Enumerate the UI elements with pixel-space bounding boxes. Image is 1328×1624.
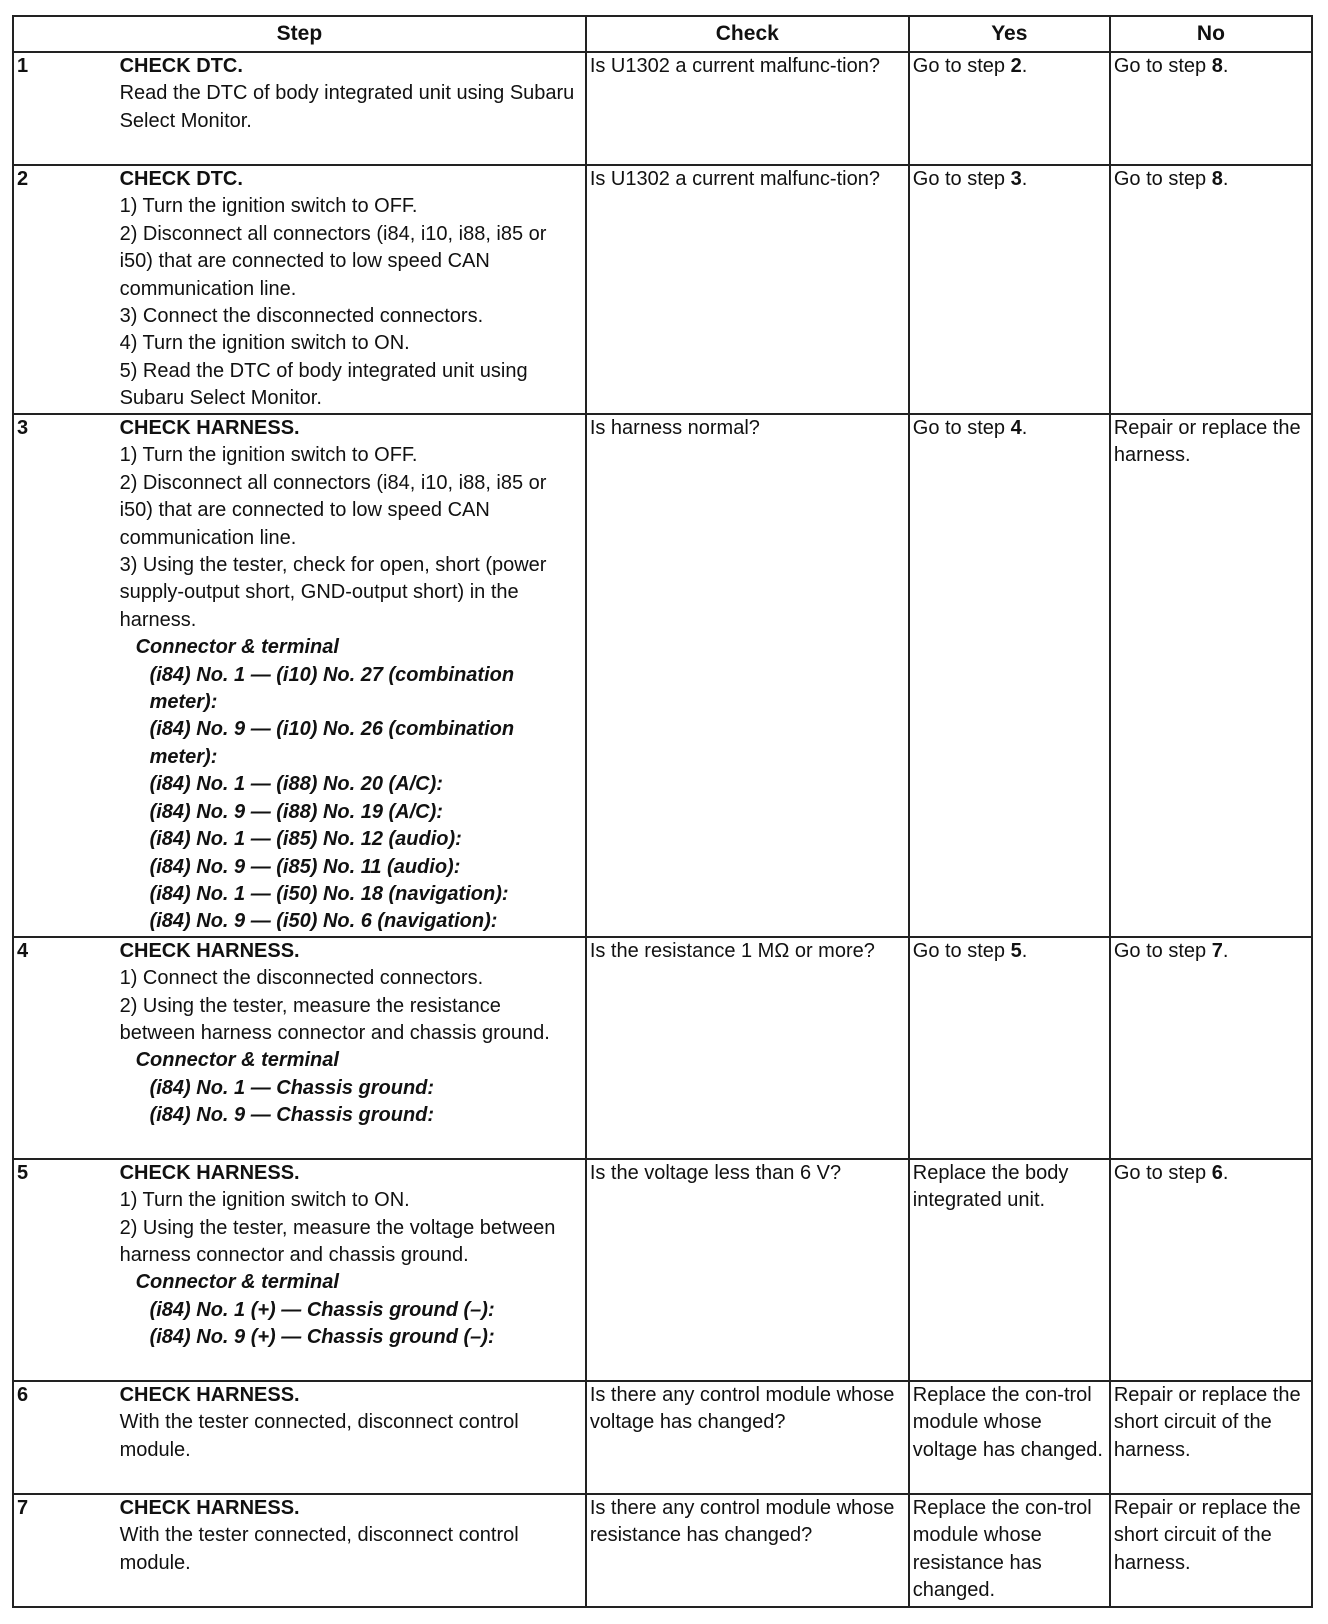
step-cell — [117, 1494, 586, 1607]
yes-cell: Replace the con-trol module whose resistance has changed. — [909, 1494, 1110, 1607]
no-text: Go to step — [1113, 168, 1212, 190]
yes-text: Go to step — [912, 939, 1011, 962]
table-row — [13, 1381, 1312, 1494]
no-cell: Repair or replace the short circuit of the harness. — [1110, 1381, 1312, 1494]
yes-suffix: . — [1021, 55, 1028, 77]
yes-cell — [909, 414, 1110, 937]
step-title: CHECK DTC. — [119, 55, 243, 77]
yes-text: Go to step — [912, 417, 1011, 439]
header-no: No — [1110, 16, 1312, 52]
check-cell: Is harness normal? — [586, 414, 909, 937]
step-number: 7 — [13, 1494, 117, 1607]
diagnostic-table — [12, 15, 1313, 1608]
yes-text: Go to step — [912, 168, 1011, 190]
header-row — [13, 16, 1312, 52]
no-text: Go to step — [1113, 939, 1212, 962]
step-cell — [117, 1159, 586, 1381]
no-step-number: 6 — [1211, 1161, 1223, 1184]
connector-terminal-item: (i84) No. 9 — (i85) No. 11 (audio): — [149, 855, 461, 878]
step-instruction: With the tester connected, disconnect control module. — [119, 1524, 519, 1574]
no-cell: Repair or replace the short circuit of the harness. — [1110, 1494, 1312, 1607]
connector-terminal-item: (i84) No. 1 — (i88) No. 20 (A/C): — [149, 773, 443, 796]
step-cell — [117, 52, 586, 165]
no-step-number: 8 — [1211, 55, 1223, 77]
header-yes: Yes — [909, 16, 1110, 52]
yes-cell — [909, 52, 1110, 165]
no-suffix: . — [1222, 1161, 1229, 1184]
connector-terminal-item: (i84) No. 1 — Chassis ground: — [149, 1076, 435, 1099]
connector-terminal-heading: Connector & terminal — [135, 1049, 339, 1072]
connector-terminal-item: (i84) No. 1 — (i85) No. 12 (audio): — [149, 828, 462, 851]
connector-terminal-item: (i84) No. 9 — (i50) No. 6 (navigation): — [149, 910, 498, 933]
check-cell: Is the resistance 1 MΩ or more? — [586, 937, 909, 1159]
step-cell — [117, 937, 586, 1159]
header-step: Step — [13, 16, 586, 52]
step-instruction: 1) Turn the ignition switch to ON. — [119, 1189, 410, 1212]
connector-terminal-item: (i84) No. 1 (+) — Chassis ground (–): — [149, 1298, 495, 1321]
step-cell — [117, 1381, 586, 1494]
table-row — [13, 1159, 1312, 1381]
table-row — [13, 165, 1312, 414]
yes-text: Go to step — [912, 55, 1011, 77]
connector-terminal-item: (i84) No. 9 — (i10) No. 26 (combination meter): — [149, 718, 515, 768]
no-cell — [1110, 52, 1312, 165]
yes-cell: Replace the con-trol module whose voltage has changed. — [909, 1381, 1110, 1494]
step-instruction: 5) Read the DTC of body integrated unit using Subaru Select Monitor. — [119, 359, 528, 410]
no-suffix: . — [1222, 939, 1229, 962]
yes-cell — [909, 937, 1110, 1159]
step-number: 1 — [13, 52, 117, 165]
step-instruction: 1) Turn the ignition switch to OFF. — [119, 444, 418, 467]
yes-step-number: 5 — [1010, 939, 1022, 962]
step-instruction: 2) Disconnect all connectors (i84, i10, i88, i85 or i50) that are connected to low speed CAN communication line. — [119, 471, 547, 549]
step-instruction: 1) Connect the disconnected connectors. — [119, 967, 484, 990]
step-instruction: 3) Using the tester, check for open, short (power supply-output short, GND-output short) in the harness. — [119, 554, 547, 631]
step-number: 4 — [13, 937, 117, 1159]
step-instruction: 4) Turn the ignition switch to ON. — [119, 332, 410, 355]
connector-terminal-item: (i84) No. 9 — Chassis ground: — [149, 1104, 435, 1127]
connector-terminal-heading: Connector & terminal — [135, 636, 339, 659]
no-step-number: 7 — [1211, 939, 1223, 962]
connector-terminal-item: (i84) No. 9 (+) — Chassis ground (–): — [149, 1326, 495, 1349]
check-cell: Is U1302 a current malfunc-tion? — [586, 52, 909, 165]
connector-terminal-item: (i84) No. 1 — (i50) No. 18 (navigation): — [149, 882, 509, 905]
yes-step-number: 3 — [1010, 168, 1022, 190]
yes-suffix: . — [1021, 417, 1028, 439]
step-instruction: Read the DTC of body integrated unit using Subaru Select Monitor. — [119, 82, 575, 132]
check-cell: Is the voltage less than 6 V? — [586, 1159, 909, 1381]
step-instruction: With the tester connected, disconnect control module. — [119, 1411, 519, 1461]
check-cell: Is there any control module whose resistance has changed? — [586, 1494, 909, 1607]
yes-step-number: 2 — [1010, 55, 1022, 77]
step-title: CHECK HARNESS. — [119, 1496, 300, 1519]
step-instruction: 2) Disconnect all connectors (i84, i10, i88, i85 or i50) that are connected to low speed CAN communication line. — [119, 222, 547, 300]
table-row — [13, 52, 1312, 165]
yes-cell: Replace the body integrated unit. — [909, 1159, 1110, 1381]
step-title: CHECK HARNESS. — [119, 939, 300, 962]
check-cell: Is U1302 a current malfunc-tion? — [586, 165, 909, 414]
step-title: CHECK HARNESS. — [119, 1383, 300, 1406]
step-instruction: 2) Using the tester, measure the resistance between harness connector and chassis ground. — [119, 994, 550, 1044]
step-title: CHECK HARNESS. — [119, 1161, 300, 1184]
no-cell: Repair or replace the harness. — [1110, 414, 1312, 937]
step-title: CHECK HARNESS. — [119, 417, 300, 439]
step-cell — [117, 414, 586, 937]
no-cell — [1110, 937, 1312, 1159]
step-instruction: 1) Turn the ignition switch to OFF. — [119, 195, 418, 218]
table-row — [13, 937, 1312, 1159]
step-number: 5 — [13, 1159, 117, 1381]
no-cell — [1110, 1159, 1312, 1381]
step-title: CHECK DTC. — [119, 168, 243, 190]
step-number: 2 — [13, 165, 117, 414]
step-instruction: 2) Using the tester, measure the voltage between harness connector and chassis ground. — [119, 1216, 556, 1266]
check-cell: Is there any control module whose voltage has changed? — [586, 1381, 909, 1494]
no-step-number: 8 — [1211, 168, 1223, 190]
step-instruction: 3) Connect the disconnected connectors. — [119, 305, 484, 328]
step-number: 6 — [13, 1381, 117, 1494]
yes-suffix: . — [1021, 939, 1028, 962]
yes-step-number: 4 — [1010, 417, 1022, 439]
connector-terminal-heading: Connector & terminal — [135, 1271, 339, 1294]
connector-terminal-item: (i84) No. 9 — (i88) No. 19 (A/C): — [149, 800, 443, 823]
yes-cell — [909, 165, 1110, 414]
yes-suffix: . — [1021, 168, 1028, 190]
connector-terminal-item: (i84) No. 1 — (i10) No. 27 (combination meter): — [149, 663, 515, 714]
step-cell — [117, 165, 586, 414]
step-number: 3 — [13, 414, 117, 937]
no-suffix: . — [1222, 55, 1229, 77]
table-row — [13, 1494, 1312, 1607]
no-text: Go to step — [1113, 55, 1212, 77]
no-text: Go to step — [1113, 1161, 1212, 1184]
no-cell — [1110, 165, 1312, 414]
table-row — [13, 414, 1312, 937]
no-suffix: . — [1222, 168, 1229, 190]
header-check: Check — [586, 16, 909, 52]
